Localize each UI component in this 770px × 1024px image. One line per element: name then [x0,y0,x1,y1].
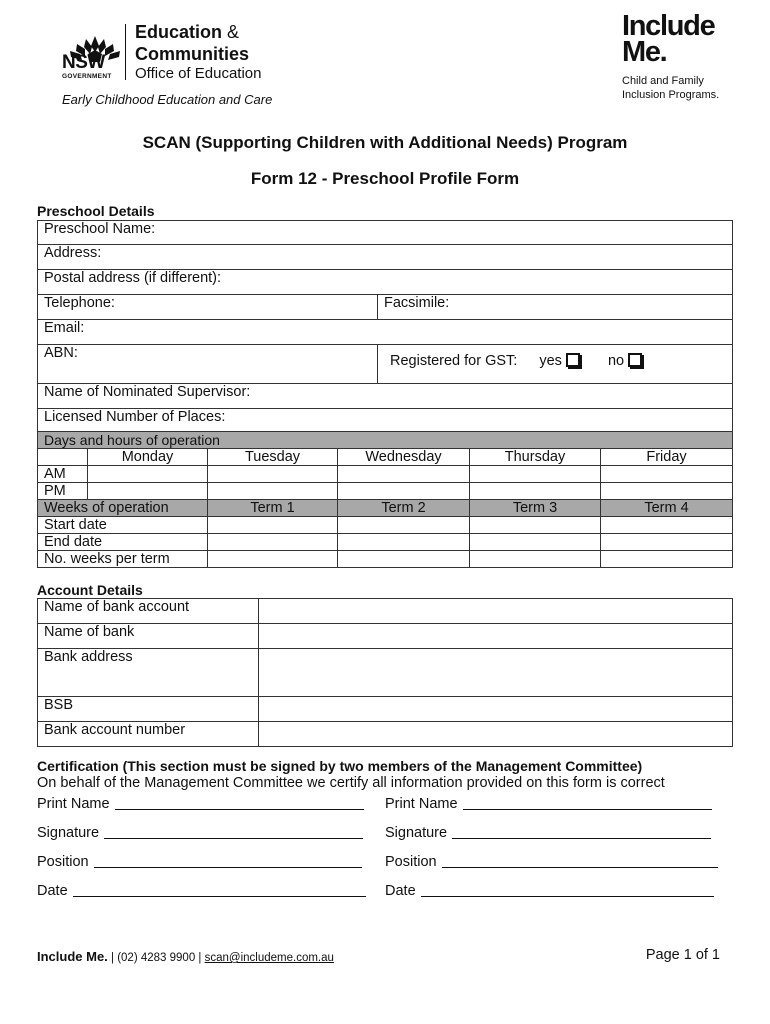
page-number: Page 1 of 1 [645,947,720,963]
include-me-logo: Include Me. [622,10,715,68]
header-subtitle: Early Childhood Education and Care [62,92,273,107]
footer-separator-1: | [111,952,114,964]
bsb-label: BSB [38,697,259,722]
weeks-term4-cell[interactable] [601,551,733,568]
pm-friday-cell[interactable] [601,483,733,500]
weeks-term1-cell[interactable] [208,551,338,568]
am-friday-cell[interactable] [601,466,733,483]
footer-brand: Include Me. [37,949,108,964]
preschool-details-heading: Preschool Details [37,203,155,219]
day-thursday: Thursday [470,449,601,466]
account-number-input[interactable] [259,722,733,747]
day-friday: Friday [601,449,733,466]
start-term1-cell[interactable] [208,517,338,534]
department-line-3: Office of Education [135,65,262,82]
bank-name-label: Name of bank [38,624,259,649]
signature-1-label: Signature [37,825,100,841]
end-date-label: End date [38,534,208,551]
print-name-2-label: Print Name [385,796,458,812]
pm-label: PM [38,483,88,500]
department-line-2: Communities [135,44,250,64]
bank-address-input[interactable] [259,649,733,697]
date-1[interactable] [37,883,366,899]
position-2[interactable] [385,854,718,870]
footer-contact [37,949,334,964]
start-term4-cell[interactable] [601,517,733,534]
day-tuesday: Tuesday [208,449,338,466]
position-1-line [94,867,362,868]
nsw-wordmark: NSW [62,52,105,73]
date-2-line [421,896,714,897]
term-3: Term 3 [470,500,601,517]
bank-name-input[interactable] [259,624,733,649]
account-number-label: Bank account number [38,722,259,747]
facsimile-field[interactable]: Facsimile: [378,295,733,320]
date-2[interactable] [385,883,714,899]
end-term3-cell[interactable] [470,534,601,551]
position-1[interactable] [37,854,362,870]
pm-thursday-cell[interactable] [470,483,601,500]
bank-account-name-input[interactable] [259,599,733,624]
gst-yes-label: yes [539,353,562,369]
header-divider [125,24,126,80]
pm-wednesday-cell[interactable] [338,483,470,500]
signature-2-label: Signature [385,825,448,841]
weeks-term3-cell[interactable] [470,551,601,568]
abn-field[interactable]: ABN: [38,345,378,384]
am-tuesday-cell[interactable] [208,466,338,483]
date-1-label: Date [37,883,68,899]
print-name-2[interactable] [385,796,712,812]
position-2-label: Position [385,854,437,870]
preschool-details-table [37,220,733,434]
gst-no-label: no [607,353,625,369]
end-term4-cell[interactable] [601,534,733,551]
email-field[interactable]: Email: [38,320,733,345]
days-hours-header: Days and hours of operation [38,432,733,449]
address-field[interactable]: Address: [38,245,733,270]
start-date-label: Start date [38,517,208,534]
start-term3-cell[interactable] [470,517,601,534]
supervisor-field[interactable]: Name of Nominated Supervisor: [38,384,733,409]
bsb-input[interactable] [259,697,733,722]
print-name-2-line [463,809,712,810]
term-2: Term 2 [338,500,470,517]
term-4: Term 4 [601,500,733,517]
date-1-line [73,896,366,897]
position-2-line [442,867,718,868]
pm-tuesday-cell[interactable] [208,483,338,500]
position-1-label: Position [37,854,89,870]
am-wednesday-cell[interactable] [338,466,470,483]
footer-email-link[interactable]: scan@includeme.com.au [204,952,334,964]
preschool-name-field[interactable]: Preschool Name: [38,221,733,245]
signature-1-line [104,838,363,839]
bank-address-label: Bank address [38,649,259,697]
am-label: AM [38,466,88,483]
bank-account-name-label: Name of bank account [38,599,259,624]
pm-monday-cell[interactable] [88,483,208,500]
nsw-government-text: GOVERNMENT [62,73,112,80]
day-monday: Monday [88,449,208,466]
start-term2-cell[interactable] [338,517,470,534]
term-1: Term 1 [208,500,338,517]
licensed-places-field[interactable]: Licensed Number of Places: [38,409,733,434]
gst-label: Registered for GST: [390,353,518,369]
account-details-heading: Account Details [37,582,143,598]
account-details-table [37,598,733,747]
postal-address-field[interactable]: Postal address (if different): [38,270,733,295]
days-corner-cell [38,449,88,466]
certification-heading: Certification (This section must be signed by two members of the Management Committee) [37,758,643,774]
footer-phone: (02) 4283 9900 [117,952,196,964]
am-monday-cell[interactable] [88,466,208,483]
weeks-term2-cell[interactable] [338,551,470,568]
form-title: Form 12 - Preschool Profile Form [250,169,520,188]
end-term1-cell[interactable] [208,534,338,551]
print-name-1[interactable] [37,796,364,812]
operation-table [37,431,733,568]
end-term2-cell[interactable] [338,534,470,551]
weeks-header: Weeks of operation [38,500,208,517]
footer-separator-2: | [198,952,202,964]
department-line-1: Education & [135,22,240,42]
day-wednesday: Wednesday [338,449,470,466]
signature-1[interactable] [37,825,363,841]
am-thursday-cell[interactable] [470,466,601,483]
gst-yes-checkbox[interactable] [566,353,580,367]
document-title: SCAN (Supporting Children with Additional Needs) Program [142,133,628,152]
include-me-tagline: Child and Family Inclusion Programs. [622,75,720,101]
weeks-per-term-label: No. weeks per term [38,551,208,568]
print-name-1-line [115,809,364,810]
telephone-field[interactable]: Telephone: [38,295,378,320]
signature-2[interactable] [385,825,711,841]
certification-text: On behalf of the Management Committee we certify all information provided on this form is correct [37,775,665,791]
gst-no-checkbox[interactable] [628,353,642,367]
gst-field [378,345,733,384]
date-2-label: Date [385,883,416,899]
print-name-1-label: Print Name [37,796,110,812]
signature-2-line [452,838,711,839]
